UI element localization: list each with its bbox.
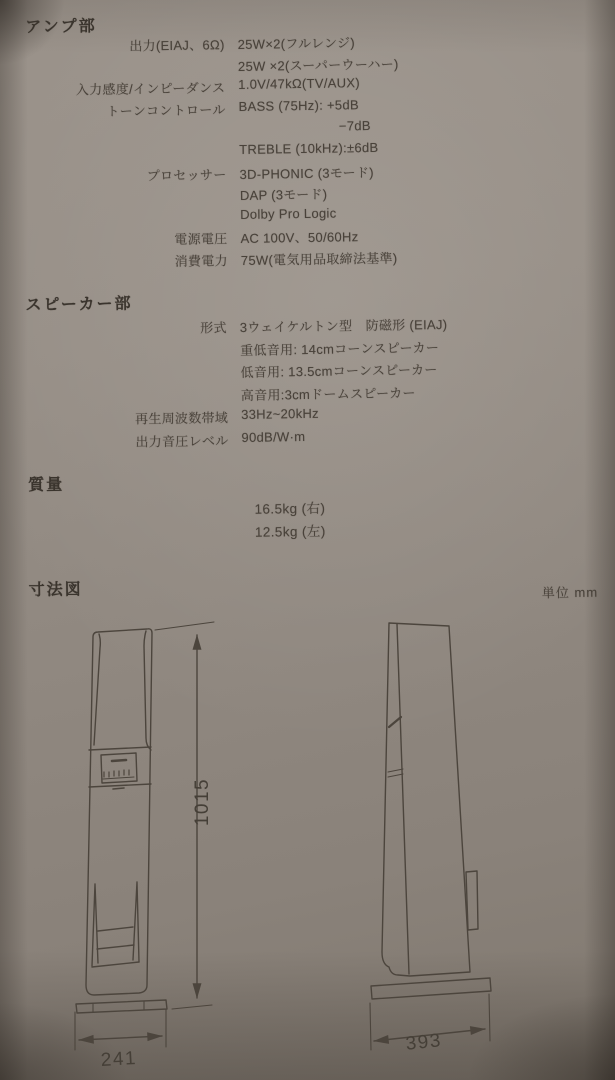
- dimensions-section-heading: 寸法図: [28, 581, 83, 600]
- spec-value: Dolby Pro Logic: [240, 205, 337, 222]
- mass-values: [254, 497, 325, 544]
- amp-spec-table: [23, 32, 402, 275]
- spec-value: 重低音用: 14cmコーンスピーカー: [240, 339, 440, 358]
- amp-section-heading: アンプ部: [25, 18, 97, 37]
- side-depth-dimension-label: 393: [404, 1030, 443, 1055]
- speaker-front-view: [76, 629, 167, 1013]
- spec-value: 高音用:3cmドームスピーカー: [240, 384, 416, 403]
- mass-value-left: 12.5kg (左): [254, 523, 326, 540]
- mass-value-right: 16.5kg (右): [254, 500, 326, 517]
- spec-value: 3ウェイケルトン型 防磁形 (EIAJ): [239, 316, 448, 335]
- speaker-side-view: [371, 623, 491, 999]
- spec-label: トーンコントロール: [106, 101, 226, 119]
- spec-value: AC 100V、50/60Hz: [240, 229, 359, 247]
- mass-section-heading: 質量: [28, 476, 65, 495]
- spec-value: 90dB/W·m: [241, 428, 306, 445]
- spec-row: [26, 248, 402, 275]
- dimension-diagram: [0, 600, 615, 1080]
- spec-value: TREBLE (10kHz):±6dB: [239, 139, 379, 157]
- spec-value: 75W(電気用品取締法基準): [240, 250, 398, 268]
- speaker-section-heading: スピーカー部: [25, 295, 133, 315]
- spec-label: 形式: [200, 320, 227, 336]
- unit-label: 単位 mm: [541, 584, 599, 601]
- spec-label: 電源電圧: [174, 231, 228, 248]
- spec-label: 入力感度/インピーダンス: [75, 80, 226, 98]
- spec-label: 再生周波数帯域: [134, 410, 229, 427]
- front-width-dimension: [75, 1009, 166, 1050]
- height-dimension-label: 1015: [192, 777, 213, 827]
- spec-value: 1.0V/47kΩ(TV/AUX): [238, 75, 361, 93]
- spec-value: 低音用: 13.5cmコーンスピーカー: [240, 362, 438, 380]
- spec-value: 33Hz~20kHz: [241, 405, 320, 422]
- spec-label: 出力(EIAJ、6Ω): [129, 37, 225, 54]
- spec-value: 3D-PHONIC (3モード): [239, 164, 374, 182]
- spec-value: 25W×2(フルレンジ): [237, 35, 356, 52]
- spec-value: −7dB: [338, 118, 371, 134]
- speaker-spec-table: [25, 314, 449, 455]
- spec-label: 消費電力: [174, 253, 228, 269]
- spec-value: BASS (75Hz): +5dB: [238, 96, 360, 114]
- spec-label: 出力音圧レベル: [135, 432, 229, 450]
- spec-value: 25W ×2(スーパーウーハー): [237, 56, 399, 74]
- spec-value: DAP (3モード): [239, 186, 328, 204]
- spec-label: プロセッサー: [146, 166, 227, 183]
- front-width-dimension-label: 241: [100, 1048, 138, 1071]
